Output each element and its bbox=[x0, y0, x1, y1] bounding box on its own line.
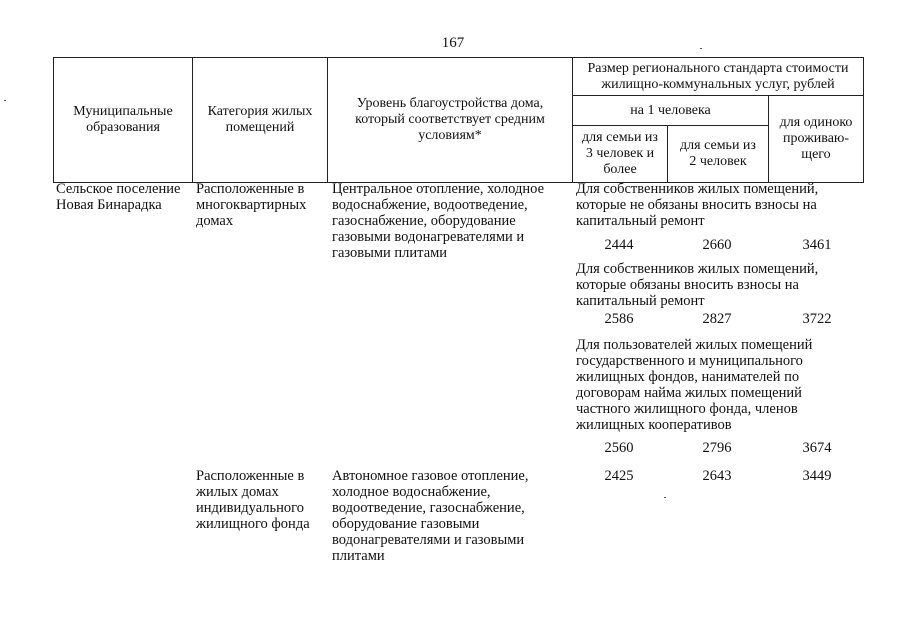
group3-family3: 2560 bbox=[604, 440, 634, 456]
row2-category: Расположенные в жилых домах индивидуального жилищного фонда bbox=[196, 468, 310, 532]
scan-speck bbox=[664, 497, 666, 498]
row2-level: Автономное газовое отопление, холодное водоснабжение, водоотведение, газоснабжение, оборудование газовыми водонагревателями и газовыми плитами bbox=[332, 468, 529, 564]
group1-family2: 2660 bbox=[702, 237, 732, 253]
header-category: Категория жилых помещений bbox=[193, 58, 328, 183]
row1-level: Центральное отопление, холодное водоснабжение, водоотведение, газоснабжение, оборудование газовыми водонагревателями и газовыми плитами bbox=[332, 181, 545, 261]
scan-speck bbox=[4, 100, 6, 101]
group2-family2: 2827 bbox=[702, 311, 732, 327]
municipality-name: Сельское поселение Новая Бинарадка bbox=[56, 181, 181, 213]
group1-single: 3461 bbox=[802, 237, 832, 253]
group3-family2: 2796 bbox=[702, 440, 732, 456]
group1-label: Для собственников жилых помещений, которые не обязаны вносить взносы на капитальный ремонт bbox=[576, 181, 819, 229]
header-municipality: Муниципальные образования bbox=[54, 58, 193, 183]
row1-category: Расположенные в многоквартирных домах bbox=[196, 181, 307, 229]
group3-single: 3674 bbox=[802, 440, 832, 456]
row2-family3: 2425 bbox=[604, 468, 634, 484]
header-per-person: на 1 человека bbox=[573, 96, 769, 126]
group2-label: Для собственников жилых помещений, которые обязаны вносить взносы на капитальный ремонт bbox=[576, 261, 819, 309]
group2-family3: 2586 bbox=[604, 311, 634, 327]
row2-family2: 2643 bbox=[702, 468, 732, 484]
header-standard: Размер регионального стандарта стоимости жилищно-коммунальных услуг, рублей bbox=[573, 58, 864, 96]
row2-single: 3449 bbox=[802, 468, 832, 484]
group2-single: 3722 bbox=[802, 311, 832, 327]
header-family3: для семьи из 3 человек и более bbox=[573, 126, 668, 183]
group1-family3: 2444 bbox=[604, 237, 634, 253]
scan-speck bbox=[700, 48, 702, 49]
page-number: 167 bbox=[441, 35, 465, 51]
group3-label: Для пользователей жилых помещений государственного и муниципального жилищных фондов, нанимателей по договорам найма жилых помещений частного жилищного фонда, членов жилищных кооперативов bbox=[576, 337, 813, 433]
header-level: Уровень благоустройства дома, который соответствует средним условиям* bbox=[328, 58, 573, 183]
header-family2: для семьи из 2 человек bbox=[668, 126, 769, 183]
header-single: для одиноко проживаю-щего bbox=[769, 96, 864, 183]
table-header bbox=[53, 57, 864, 183]
